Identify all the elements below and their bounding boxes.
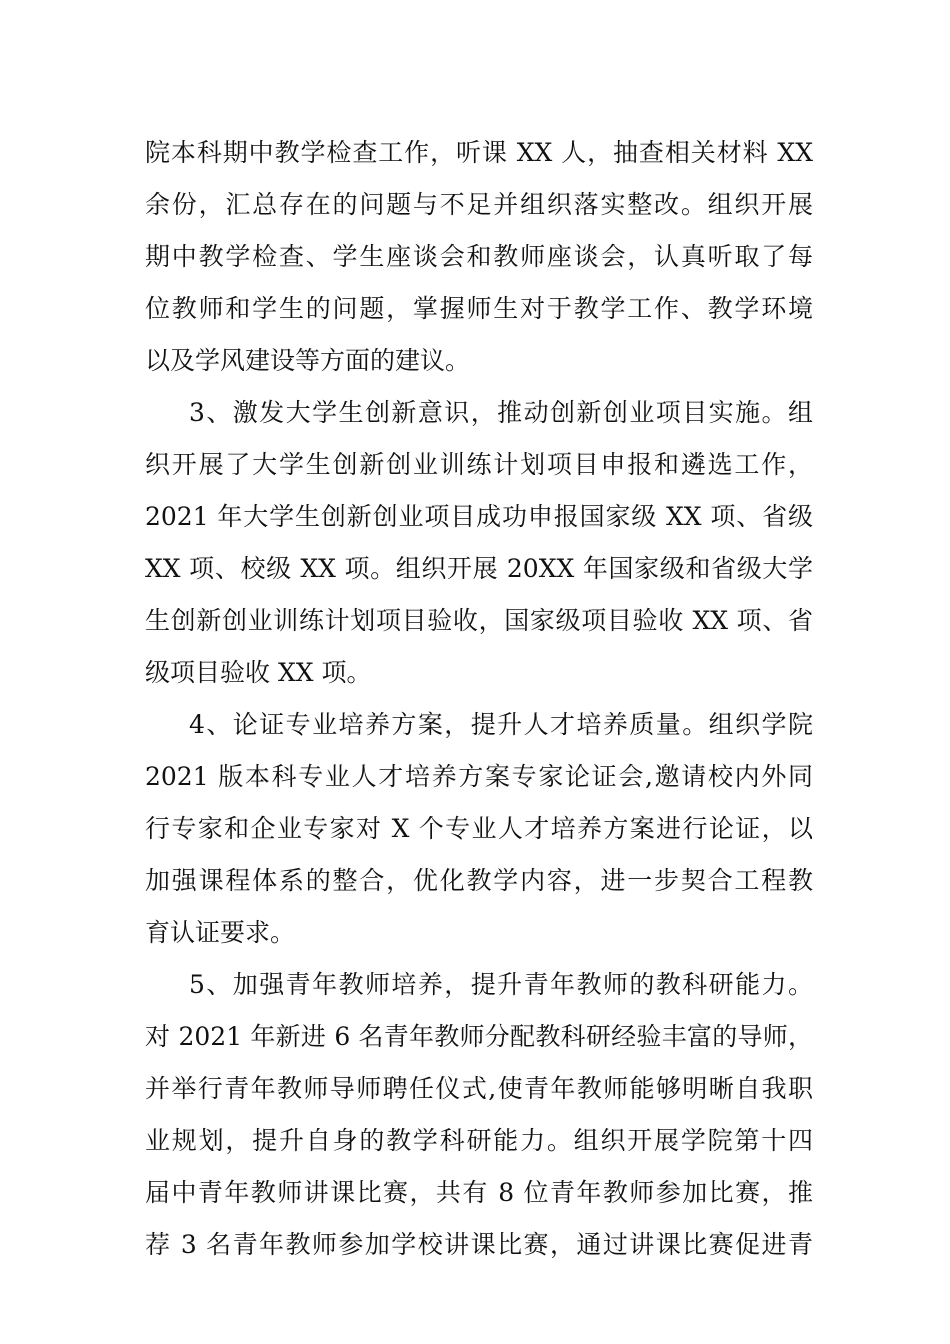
text-line: 行专家和企业专家对 X 个专业人才培养方案进行论证，以	[145, 814, 813, 843]
text-line: 5、加强青年教师培养，提升青年教师的教科研能力。	[189, 970, 813, 999]
text-line: 2021 版本科专业人才培养方案专家论证会,邀请校内外同	[145, 762, 813, 791]
text-line: 级项目验收 XX 项。	[145, 658, 372, 687]
document-body	[145, 127, 813, 1271]
text-line: 2021 年大学生创新创业项目成功申报国家级 XX 项、省级	[145, 502, 813, 531]
text-line: 加强课程体系的整合，优化教学内容，进一步契合工程教	[145, 866, 813, 895]
text-line: XX 项、校级 XX 项。组织开展 20XX 年国家级和省级大学	[145, 554, 813, 583]
text-line: 3、激发大学生创新意识，推动创新创业项目实施。组	[189, 398, 813, 427]
paragraph-item-3	[145, 387, 813, 699]
text-line: 位教师和学生的问题，掌握师生对于教学工作、教学环境	[145, 294, 813, 323]
text-line: 余份，汇总存在的问题与不足并组织落实整改。组织开展	[145, 190, 813, 219]
text-line: 院本科期中教学检查工作，听课 XX 人，抽查相关材料 XX	[145, 138, 813, 167]
text-line: 织开展了大学生创新创业训练计划项目申报和遴选工作，	[145, 450, 813, 479]
text-line: 生创新创业训练计划项目验收，国家级项目验收 XX 项、省	[145, 606, 813, 635]
text-line: 期中教学检查、学生座谈会和教师座谈会，认真听取了每	[145, 242, 813, 271]
text-line: 育认证要求。	[145, 918, 296, 947]
text-line: 并举行青年教师导师聘任仪式,使青年教师能够明晰自我职	[145, 1074, 813, 1103]
paragraph-item-4	[145, 699, 813, 959]
paragraph-item-5	[145, 959, 813, 1271]
text-line: 届中青年教师讲课比赛，共有 8 位青年教师参加比赛，推	[145, 1178, 813, 1207]
text-line: 以及学风建设等方面的建议。	[145, 346, 471, 375]
text-line: 业规划，提升自身的教学科研能力。组织开展学院第十四	[145, 1126, 813, 1155]
text-line: 4、论证专业培养方案，提升人才培养质量。组织学院	[189, 710, 813, 739]
text-line: 荐 3 名青年教师参加学校讲课比赛，通过讲课比赛促进青	[145, 1230, 813, 1259]
paragraph-1-continued	[145, 127, 813, 387]
text-line: 对 2021 年新进 6 名青年教师分配教科研经验丰富的导师，	[145, 1022, 813, 1051]
